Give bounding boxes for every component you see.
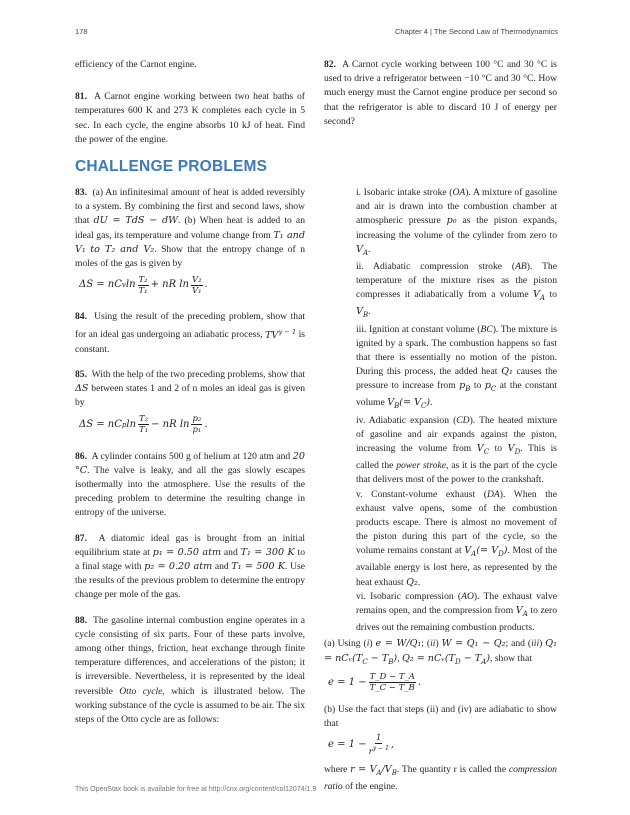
- part-b: [324, 703, 557, 731]
- text-span: V: [507, 442, 515, 454]
- text-span: ). The heated mixture of gasoline and air expands against the piston, increasing the volume from: [356, 414, 557, 454]
- eq-part: ΔS = nC: [79, 418, 122, 430]
- text-span: C: [421, 402, 427, 411]
- text-span: power stroke: [396, 460, 447, 472]
- text-span: ): [486, 652, 491, 664]
- problem-number: 81.: [75, 91, 87, 103]
- text-span: ). A mixture of gasoline and air is drawn into the combustion chamber at atmospheric pressure: [356, 187, 558, 227]
- text-span: B: [362, 311, 369, 320]
- text-span: .: [368, 243, 371, 255]
- eq-part: ΔS = nC: [79, 279, 122, 291]
- text-span: v. Constant-volume exhaust (: [356, 488, 487, 500]
- text-span: /V: [381, 764, 392, 776]
- text-span: . Most of the available energy is lost here, as represented by the heat exhaust: [356, 545, 557, 588]
- text-span: C: [490, 385, 497, 394]
- text-span: AB: [515, 260, 527, 272]
- text-span: ii: [430, 638, 436, 650]
- text-span: A: [362, 248, 368, 257]
- text-span: ): [435, 638, 439, 650]
- problem-number: 87.: [75, 532, 87, 544]
- entropy-equation-v: [75, 271, 305, 299]
- eq-subscript: p: [121, 420, 127, 429]
- text-span: p: [459, 380, 466, 392]
- text-span: ,: [397, 652, 400, 664]
- numerator: V₂: [191, 274, 202, 285]
- text-span: ). The exhaust valve remains open, and the compression from: [356, 590, 557, 617]
- text-span: r = V: [350, 764, 377, 776]
- text-span: ): [539, 638, 543, 650]
- text: to a final stage with: [75, 546, 305, 573]
- denominator: [369, 744, 389, 757]
- text: With the help of the two preceding problems, show that: [91, 369, 305, 381]
- text-span: ). When the exhaust valve opens, some of the combustion products escape. There is almost no movement of the piston during this part of the cycle, so the volume remains constant at: [356, 488, 557, 557]
- step-ii: [356, 260, 557, 323]
- problem-85: [75, 368, 305, 411]
- step-vi: [356, 590, 557, 636]
- text-span: W = Q₁ − Q₂: [441, 638, 506, 650]
- eq-part: + nR ln: [150, 279, 189, 291]
- text: Using the result of the preceding problem, show that for an ideal gas undergoing an adiabatic process,: [75, 311, 305, 341]
- text-span: iii: [531, 638, 540, 650]
- fraction: [369, 733, 389, 757]
- fraction: [138, 414, 149, 435]
- eq-part: ln: [126, 418, 137, 430]
- text-span: D: [455, 657, 461, 666]
- text-span: B: [391, 768, 397, 777]
- denominator: V₁: [191, 285, 202, 296]
- denominator: T₁: [138, 285, 148, 296]
- text-span: V: [356, 243, 363, 255]
- text-span: e = W/Q₁: [375, 638, 422, 650]
- eq-part: TV: [264, 329, 279, 341]
- denominator: p₁: [192, 425, 202, 436]
- text-span: i: [366, 638, 370, 650]
- text-span: to: [473, 380, 482, 392]
- text-span: − T: [367, 652, 389, 664]
- numerator: 1: [376, 733, 382, 744]
- text: is constant.: [75, 329, 305, 355]
- text-span: (a) Using (: [324, 638, 367, 650]
- text-span: Q₁ = nCᵥ(T: [324, 638, 557, 664]
- text-span: to: [549, 289, 557, 301]
- numerator: p₂: [192, 414, 202, 425]
- running-header: Chapter 4 | The Second Law of Thermodynamics: [394, 27, 558, 36]
- text-span: − T: [460, 652, 482, 664]
- step-v: [356, 488, 557, 590]
- text-span: ; and (: [505, 638, 532, 650]
- text: n moles of the gas is given by: [75, 243, 305, 270]
- math-group: [464, 545, 508, 559]
- right-top-column: [324, 58, 557, 129]
- page-number: 178: [75, 27, 88, 36]
- text-span: where: [324, 764, 348, 776]
- text-span: to: [494, 442, 503, 454]
- text-span: A: [376, 768, 382, 777]
- text-span: p: [484, 380, 491, 392]
- equation: dU = TdS − dW: [93, 215, 179, 227]
- problem-81: [75, 90, 305, 147]
- text-span: , show that: [490, 652, 532, 664]
- right-main-column: [324, 186, 557, 794]
- fraction: [138, 275, 149, 296]
- equation: T₁ and V₁: [75, 229, 305, 255]
- text-span: ): [426, 397, 431, 409]
- footer-note: This OpenStax book is available for free at http://cnx.org/content/col12074/1.9: [75, 786, 317, 793]
- text-span: D: [498, 550, 504, 559]
- text-span: at the constant volume: [356, 380, 558, 409]
- text: A cylinder contains 500 g of helium at 120 atm and: [91, 450, 291, 462]
- eq-part: ,: [390, 738, 395, 750]
- carryover-text: efficiency of the Carnot engine.: [75, 59, 197, 70]
- math-group: [533, 289, 546, 303]
- otto-steps: [324, 186, 557, 635]
- text-span: D: [514, 447, 521, 456]
- step-iv: [356, 414, 557, 488]
- text-span: of the engine.: [345, 781, 398, 793]
- problem-number: 85.: [75, 369, 87, 381]
- text-span: compression ratio: [324, 764, 557, 793]
- text-span: V: [464, 545, 472, 557]
- text: A diatomic ideal gas is brought from an initial equilibrium state at: [75, 532, 305, 558]
- text-span: .: [430, 397, 433, 409]
- eq-subscript: v: [121, 281, 126, 290]
- fraction: [191, 275, 203, 296]
- text-span: , as it is the part of the cycle that delivers most of the power to the crankshaft.: [356, 460, 557, 486]
- text-span: BC: [480, 323, 493, 335]
- text-span: vi. Isobaric compression (: [356, 590, 462, 602]
- text: The gasoline internal combustion engine operates in a cycle consisting of six parts. Four of these parts involve, among other things, friction, heat exchange through finite temperature differences, and accelerations of the piston; it is irreversible. Nevertheless, it is represented by the ideal reversible: [75, 614, 305, 697]
- text-span: V: [356, 306, 363, 318]
- eq-part: − nR ln: [151, 418, 190, 430]
- math-group: [387, 397, 433, 411]
- text: and: [223, 546, 238, 558]
- text-span: ; (: [421, 638, 431, 650]
- math-group: [356, 306, 371, 320]
- problem-83: [75, 186, 305, 271]
- math-group: [350, 764, 397, 775]
- efficiency-equation-b: [324, 731, 557, 759]
- equation: T₁ = 300 K: [240, 546, 295, 558]
- text-span: (b) Use the fact that steps (ii) and (iv) are adiabatic to show that: [324, 703, 557, 729]
- text-span: A: [539, 294, 546, 303]
- efficiency-equation-a: [324, 669, 557, 697]
- text-span: (= V: [476, 545, 499, 557]
- problem-text: A Carnot engine working between two heat baths of temperatures 600 K and 273 K completes each cycle in 5 sec. In each cycle, the engine absorbs 10 kJ of heat. Find the power of the engine.: [75, 91, 305, 145]
- text-span: iii. Ignition at constant volume (: [356, 323, 481, 335]
- eq-part: .: [204, 418, 208, 430]
- text: . Show that the entropy change of: [154, 243, 296, 255]
- text-span: OA: [452, 187, 466, 198]
- text: . Use the results of the previous problem to determine the entropy change per mole of the gas.: [75, 561, 305, 601]
- text-span: AO: [461, 590, 474, 602]
- text-span: V: [515, 605, 523, 617]
- text-span: B: [388, 657, 394, 666]
- text-span: .: [417, 576, 421, 588]
- entropy-equation-p: [75, 411, 305, 439]
- fraction: [191, 414, 202, 435]
- part-a: [324, 637, 557, 668]
- text-span: (= V: [399, 397, 422, 409]
- math-group: [477, 443, 489, 454]
- fraction: [369, 672, 416, 693]
- section-title: CHALLENGE PROBLEMS: [75, 158, 268, 175]
- numerator: T_D − T_A: [369, 672, 415, 683]
- text-span: CD: [456, 414, 470, 426]
- text-span: Q₂: [406, 576, 418, 588]
- eq-part: e = 1 −: [328, 676, 367, 688]
- eq-part: .: [417, 676, 422, 688]
- text: , which is illustrated below. The working substance of the cycle is assumed to be air. The six steps of the Otto cycle are as follows:: [75, 685, 305, 726]
- text-span: ): [369, 638, 373, 650]
- text-span: r: [368, 746, 373, 757]
- left-top-column: [75, 58, 305, 147]
- emphasis: Otto cycle: [119, 685, 163, 697]
- problem-number: 82.: [324, 59, 336, 70]
- problem-number: 83.: [75, 187, 87, 198]
- problem-86: [75, 450, 305, 521]
- text-span: ). The temperature of the mixture rises as the piston compresses it adiabatically from a volume: [356, 260, 557, 301]
- math-group: [516, 605, 528, 616]
- text-span: V: [387, 397, 395, 409]
- text-span: i. Isobaric intake stroke (: [356, 187, 453, 198]
- step-iii: [356, 323, 557, 414]
- problem-87: [75, 532, 305, 603]
- text-span: causes the pressure to increase from: [356, 366, 557, 392]
- text-span: ii. Adiabatic compression stroke (: [356, 260, 516, 272]
- text-span: ). The mixture is ignited by a spark. The combustion happens so fast that there is essentially no motion of the piston. During this process, the added heat: [356, 323, 557, 378]
- problem-number: 86.: [75, 450, 87, 462]
- denominator: T_C − T_B: [369, 683, 415, 694]
- equation: p₁ = 0.50 atm: [152, 546, 222, 558]
- text: . The valve is leaky, and all the gas slowly escapes isothermally into the atmosphere. Use the results of the preceding problem to determine the resulting change in entropy of the universe.: [75, 464, 305, 519]
- text-span: ): [393, 652, 398, 664]
- part-b-where: [324, 763, 557, 794]
- text-span: V: [533, 289, 540, 301]
- problem-text: A Carnot cycle working between 100 °C and 30 °C is used to drive a refrigerator between −10 °C and 30 °C. How much energy must the Carnot engine produce per second so that the refrigerator is able to discard 10 J of energy per second?: [324, 59, 557, 127]
- text-span: A: [522, 609, 528, 618]
- text-span: ): [503, 545, 508, 557]
- text-span: A: [471, 550, 477, 559]
- numerator: T₂: [139, 414, 149, 425]
- text: . (b) When heat is added to an ideal gas, its temperature and volume change from: [75, 215, 305, 241]
- text-span: C: [362, 657, 368, 666]
- text-span: . This is called the: [356, 442, 558, 472]
- denominator: T₁: [139, 425, 149, 436]
- text-span: B: [465, 385, 471, 394]
- eq-superscript: γ − 1: [278, 327, 297, 336]
- text: (a) An infinitesimal amount of heat is added reversibly to a system. By combining the first and second laws, show that: [75, 187, 305, 227]
- math-group: [459, 380, 471, 394]
- step-i: [356, 186, 557, 260]
- text: between states 1 and 2 of n moles an ideal gas is given by: [75, 383, 305, 409]
- text-span: B: [394, 402, 400, 411]
- math-group: [508, 443, 521, 454]
- math-group: [484, 380, 497, 394]
- numerator: T₂: [138, 274, 148, 285]
- eq-part: e = 1 −: [328, 738, 367, 750]
- problem-84: [75, 310, 305, 357]
- text-span: A: [481, 657, 487, 666]
- eq-part: .: [204, 279, 208, 291]
- text-span: iv. Adiabatic expansion (: [356, 414, 457, 426]
- left-main-column: [75, 186, 305, 727]
- problem-82: [324, 58, 557, 129]
- text-span: Q₁: [501, 366, 513, 378]
- problem-number: 84.: [75, 311, 87, 323]
- text: and: [214, 561, 229, 573]
- math-group: [356, 243, 371, 257]
- eq-part: ln: [125, 279, 136, 291]
- text-span: . The quantity r is called the: [396, 764, 507, 776]
- text-span: DA: [486, 488, 500, 500]
- equation: [264, 327, 297, 341]
- text-span: V: [476, 442, 484, 454]
- text-span: to zero drives out the remaining combustion products.: [356, 605, 557, 634]
- equation: 20 °C: [75, 450, 305, 476]
- equation: T₁ = 500 K: [231, 561, 286, 573]
- equation: p₂ = 0.20 atm: [144, 561, 213, 573]
- problem-number: 88.: [75, 614, 87, 626]
- text-span: C: [483, 447, 490, 456]
- problem-88: [75, 614, 305, 728]
- equation: ΔS: [75, 383, 89, 395]
- text-span: p₀: [446, 215, 457, 227]
- text-span: .: [368, 306, 371, 318]
- text-span: γ − 1: [372, 745, 389, 753]
- equation: to T₂ and V₂: [90, 243, 155, 255]
- text-span: as the piston expands, increasing the volume of the cylinder from zero to: [356, 215, 557, 241]
- math-group: [402, 653, 490, 664]
- text-span: Q₂ = nCᵥ(T: [401, 652, 456, 664]
